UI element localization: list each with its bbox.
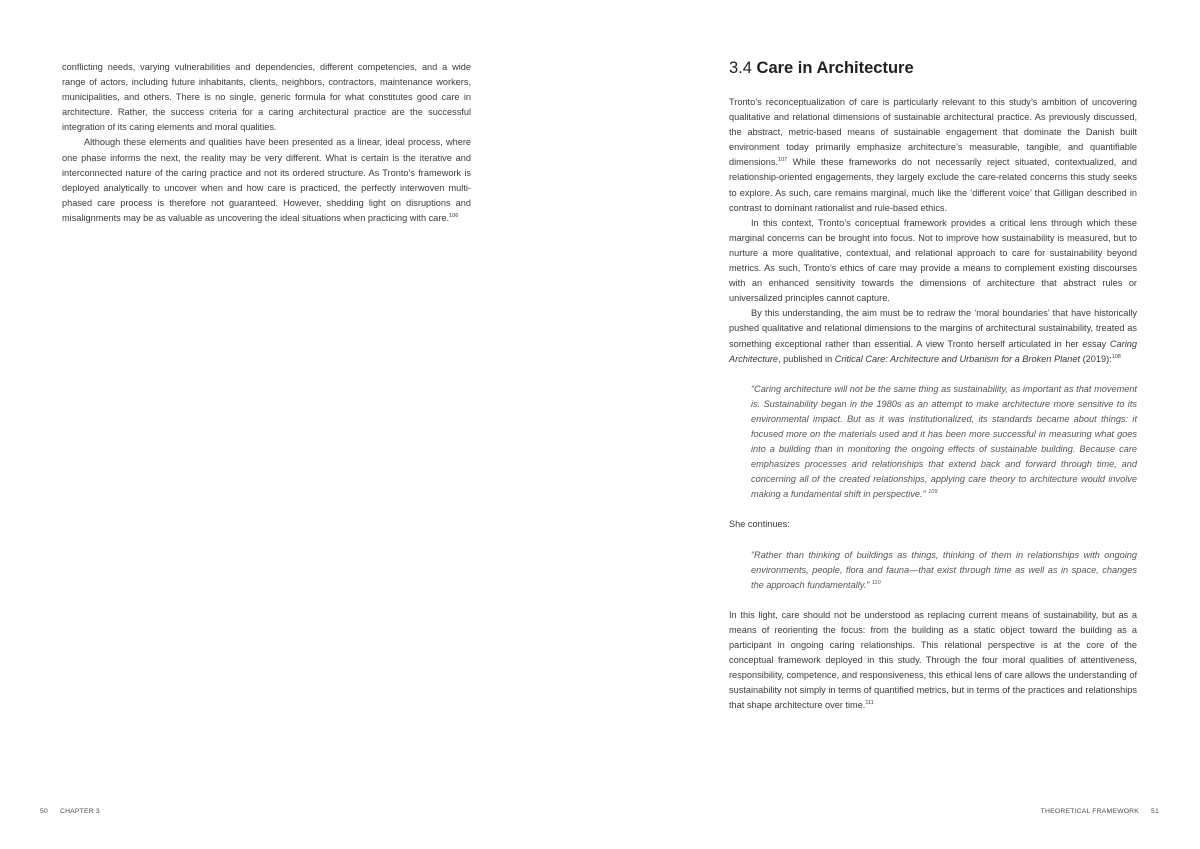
right-paragraph-2: In this context, Tronto’s conceptual framework provides a critical lens through which these marginal concerns can be brought into focus. Not to improve how sustainability is measured, but to nurture a more qualitative, contextual, and relational approach to care for sustainability beyond metrics. As such, Tronto’s ethics of care may provide a means to complement existing discourses with an enhanced sensitivity towards the dimensions of architecture that abstract rules or universalized principles cannot capture.: [729, 217, 1137, 304]
left-paragraph-2: [62, 135, 471, 226]
book-title: Critical Care: Architecture and Urbanism for a Broken Planet: [834, 353, 1081, 364]
footnote-ref-109[interactable]: 109: [928, 489, 938, 496]
footnote-ref-106[interactable]: 106: [449, 212, 459, 219]
right-page-number: 51: [1151, 808, 1159, 815]
essay-title: Caring Architecture: [729, 338, 1137, 364]
right-page: [600, 0, 1200, 849]
block-quote-2-text: “Rather than thinking of buildings as things, thinking of them in relationships with ongoing environments, people, flora and fauna—that exist through time as well as in space, changes the approach fundamentally.”: [751, 549, 1137, 590]
footnote-ref-108[interactable]: 108: [1111, 353, 1121, 360]
right-paragraph-3-text-c: (2019):: [1080, 353, 1112, 364]
right-paragraph-3-text-b: , published in: [778, 353, 835, 364]
footnote-ref-110[interactable]: 110: [871, 579, 881, 586]
she-continues: She continues:: [729, 519, 790, 530]
left-paragraph-1: conflicting needs, varying vulnerabilities and dependencies, different competencies, and a wide range of actors, including future inhabitants, clients, neighbors, contractors, maintenance workers, municipalities, and others. There is no single, generic formula for what constitutes good care in architecture. Rather, the success criteria for a caring architectural practice are the successful integration of its caring elements and moral qualities.: [62, 62, 471, 133]
right-section-label: THEORETICAL FRAMEWORK: [1040, 808, 1140, 815]
footnote-ref-111[interactable]: 111: [865, 700, 874, 707]
section-heading: [729, 58, 914, 78]
right-paragraph-4: [729, 608, 1137, 714]
right-paragraph-1-text-b: While these frameworks do not necessarily reject situated, contextualized, and relationship-oriented engagements, they largely exclude the care-related concerns this study seeks to explore. As such, care remains marginal, much like the ‘different voice’ that Gilligan described in contrast to dominant rationalist and rule-based ethics.: [729, 157, 1137, 213]
right-footer: [1041, 808, 1159, 815]
section-title: Care in Architecture: [756, 59, 914, 77]
block-quote-1: [751, 382, 1137, 503]
left-page-number: 50: [40, 808, 48, 815]
right-paragraph-4-text: In this light, care should not be understood as replacing current means of sustainability, but as a means of reorienting the focus: from the building as a static object toward the building as a participant in ongoing caring relationships. This relational perspective is at the core of the conceptual framework deployed in this study. Through the four moral qualities of attentiveness, responsibility, competence, and responsiveness, this ethical lens of care allows the understanding of sustainability not simply in terms of quantified metrics, but in terms of the practices and relationships that shape architecture over time.: [729, 609, 1137, 711]
left-chapter-label: CHAPTER 3: [59, 808, 100, 815]
section-number: 3.4: [729, 59, 752, 77]
right-paragraph-1-text-a: Tronto’s reconceptualization of care is particularly relevant to this study’s ambition of uncovering qualitative and relational dimensions of sustainable architectural practice. As previously discussed, the abstract, metric-based means of sustainable engagement that dominate the Danish built environment today primarily emphasize architecture’s measurable, tangible, and quantifiable dimensions.: [729, 97, 1137, 168]
right-paragraph-3-text-a: By this understanding, the aim must be to redraw the ‘moral boundaries’ that have historically pushed qualitative and relational dimensions to the margins of architectural sustainability, treated as something exceptional rather than essential. A view Tronto herself articulated in her essay: [729, 308, 1137, 349]
right-body-text: [729, 95, 1137, 713]
right-paragraph-3: [729, 306, 1137, 366]
block-quote-2: [751, 548, 1137, 593]
right-paragraph-1: [729, 95, 1137, 216]
block-quote-1-text: “Caring architecture will not be the same thing as sustainability, as important as that movement is. Sustainability began in the 1980s as an attempt to make architecture more sensitive to its environmental impact. But as it was institutionalized, its standards became about things: it focused more on the materials used and it has been more successful in measuring what goes into a building than in monitoring the ongoing effects of sustainable building. Because care emphasizes processes and relationships that extend back and forward through time, and concerning all of the created relationships, applying care theory to architecture would involve making a fundamental shift in perspective.”: [751, 383, 1137, 500]
footnote-ref-107[interactable]: 107: [778, 157, 788, 164]
left-body-text: [62, 60, 471, 226]
left-paragraph-2-text: Although these elements and qualities have been presented as a linear, ideal process, where one phase informs the next, the reality may be very different. What is certain is the iterative and interconnected nature of the caring practice and not its ordered structure. As Tronto’s framework is deployed analytically to uncover when and how care is practiced, the perfectly interwoven multi-phased care process is therefore not guaranteed. However, shedding light on disruptions and misalignments may be as valuable as uncovering the ideal situations when practicing with care.: [62, 137, 471, 223]
left-footer: [40, 808, 100, 815]
